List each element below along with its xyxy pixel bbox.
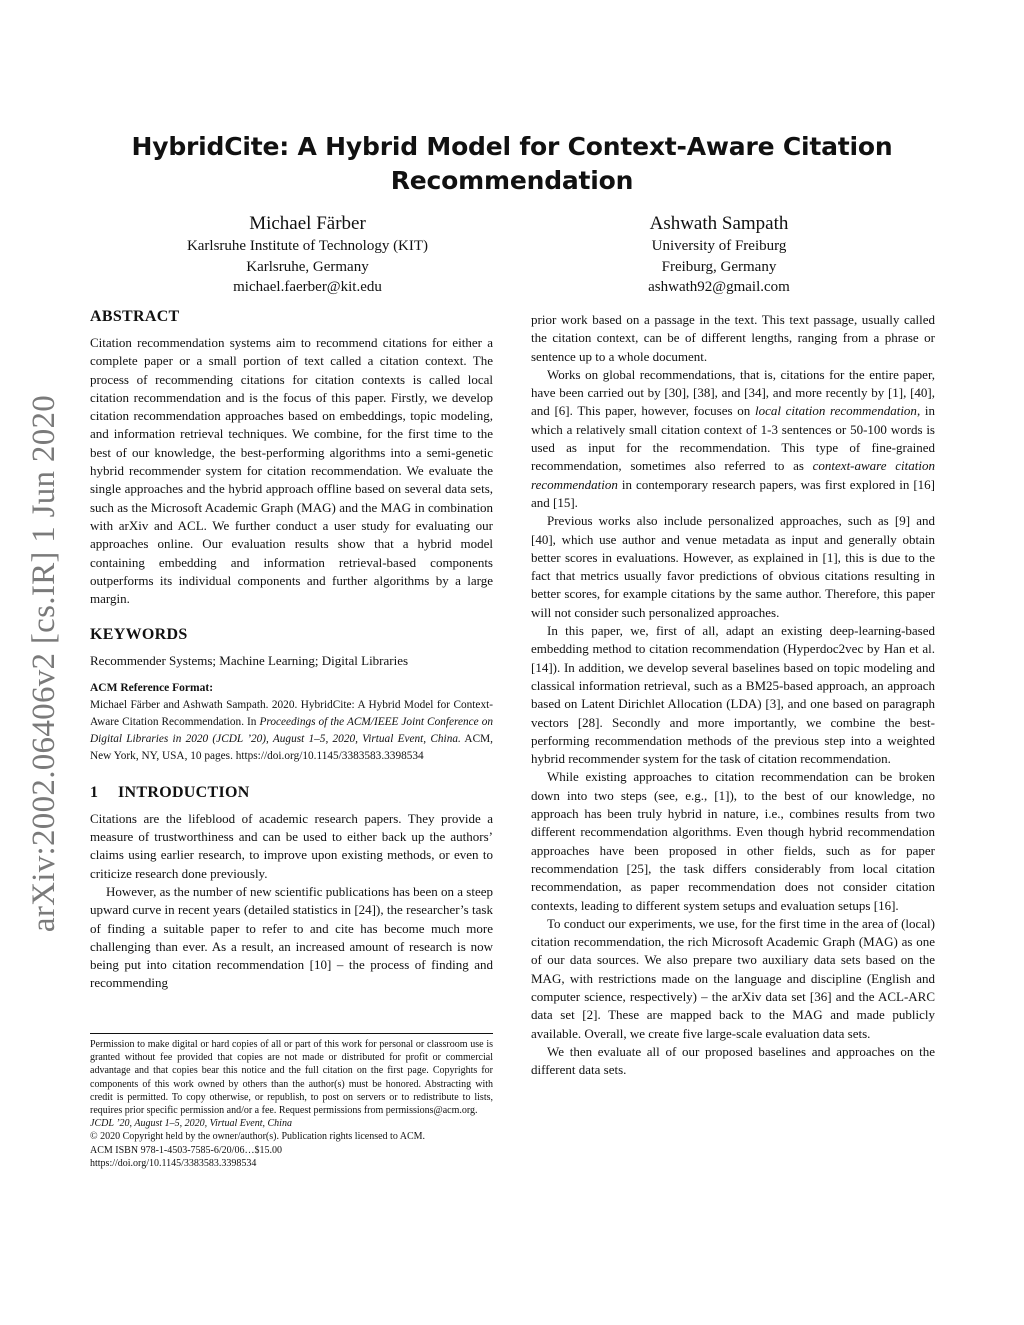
right-paragraph-7: We then evaluate all of our proposed baselines and approaches on the different data sets. <box>531 1043 935 1078</box>
author-affiliation: Karlsruhe Institute of Technology (KIT) <box>186 238 429 254</box>
right-paragraph-5: While existing approaches to citation recommendation can be broken down into two steps (see, e.g., [1]), to the best of our knowledge, no approach has been truly hybrid in nature, i.e., combines results from two different recommendation algorithms. Even though hybrid recommendation approaches have been proposed in other fields, such as for paper recommendation [25], the task differs considerably from local citation recommendation, as paper recommendation does not consider citation contexts, leading to different system setups and evaluation setups [16]. <box>531 769 935 913</box>
p2-text-a: Works on global recommendations, that is, citations for the entire paper, have been carried out by [30], [38], and [34], and more recently by [1], [40], and [6]. This paper, however, focuses on <box>531 366 935 419</box>
reference-format-text <box>90 697 493 765</box>
copyright-line: © 2020 Copyright held by the owner/author(s). Publication rights licensed to ACM. <box>90 1131 426 1143</box>
author-location: Freiburg, Germany <box>661 258 777 275</box>
section-title: INTRODUCTION <box>118 783 250 801</box>
venue-line: JCDL ’20, August 1–5, 2020, Virtual Event, China <box>90 1118 292 1130</box>
reference-plain-2: ACM, New York, NY, USA, 10 pages. https://doi.org/10.1145/3383583.3398534 <box>90 732 493 762</box>
arxiv-identifier-text: arXiv:2002.06406v2 [cs.IR] 1 Jun 2020 <box>26 394 63 932</box>
section-number: 1 <box>90 783 99 801</box>
author-name: Ashwath Sampath <box>649 213 789 234</box>
intro-paragraph-2: However, as the number of new scientific publications has been on a steep upward curve in recent years (detailed statistics in [24]), the researcher’s task of finding a suitable paper to refer to and cite has become much more challenging than ever. As a result, an increased amount of research is now being put into citation recommendation [10] – the process of finding and recommending <box>90 883 493 991</box>
author-location: Karlsruhe, Germany <box>246 258 369 275</box>
reference-plain-1: Michael Färber and Ashwath Sampath. 2020. HybridCite: A Hybrid Model for Context-Aware Citation Recommendation. In <box>90 698 493 728</box>
copyright-footnote <box>90 1033 493 1170</box>
author-block-2 <box>560 212 878 298</box>
left-column <box>90 306 493 993</box>
permission-notice: Permission to make digital or hard copies of all or part of this work for personal or classroom use is granted without fee provided that copies are not made or distributed for profit or commercial advantage and that copies bear this notice and the full citation on the first page. Copyrights for components of this work owned by others than the author(s) must be honored. Abstracting with credit is permitted. To copy otherwise, or republish, to post on servers or to redistribute to lists, requires prior specific permission and/or a fee. Request permissions from permissions@acm.org. <box>90 1039 493 1117</box>
keywords-heading: KEYWORDS <box>90 626 188 644</box>
intro-paragraph-1: Citations are the lifeblood of academic research papers. They provide a measure of trustworthiness and can be used to either back up the authors’ claims using earlier research, to improve upon existing methods, or even to criticize research done previously. <box>90 810 493 881</box>
p2-emphasis-context-aware: context-aware citation recommendation <box>531 458 935 492</box>
reference-proceedings: Proceedings of the ACM/IEEE Joint Conference on Digital Libraries in 2020 (JCDL ’20), August 1–5, 2020, Virtual Event, China. <box>90 715 493 745</box>
doi-line[interactable]: https://doi.org/10.1145/3383583.3398534 <box>90 1157 257 1169</box>
paper-title: HybridCite: A Hybrid Model for Context-Aware Citation Recommendation <box>131 132 893 195</box>
p2-text-c: in contemporary research papers, was first explored in [16] and [15]. <box>531 476 935 510</box>
right-paragraph-2 <box>531 366 935 512</box>
author-email[interactable]: michael.faerber@kit.edu <box>233 279 382 295</box>
p2-text-b: , in which a relatively small citation context of 1-3 sentences or 50-100 words is used as input for the recommendation. This type of fine-grained recommendation, sometimes also referred to as <box>531 403 935 474</box>
right-paragraph-3: Previous works also include personalized approaches, such as [9] and [40], which use author and venue metadata as input and generally obtain better scores in evaluations. However, as explained in [1], this is due to the fact that metrics usually favor predictions of obvious citations resulting in better scores, for example citations by the same author. Therefore, this paper will not consider such personalized approaches. <box>531 513 935 620</box>
introduction-heading <box>90 782 493 804</box>
author-block-1 <box>150 212 465 298</box>
right-paragraph-1: prior work based on a passage in the text. This text passage, usually called the citation context, can be of different lengths, ranging from a phrase or sentence up to a whole document. <box>531 312 935 364</box>
abstract-heading: ABSTRACT <box>90 308 180 325</box>
author-name: Michael Färber <box>249 213 366 234</box>
reference-format-heading: ACM Reference Format: <box>90 681 214 694</box>
author-affiliation: University of Freiburg <box>651 238 787 254</box>
right-paragraph-4: In this paper, we, first of all, adapt an existing deep-learning-based embedding method to citation recommendation (Hyperdoc2vec by Han et al. [14]). In addition, we develop several baselines based on topic modeling and classical information retrieval, such as a BM25-based approach, an approach based on Latent Dirichlet Allocation (LDA) [3], and one based on paragraph vectors [28]. Secondly and more importantly, we combine the best-performing recommendation methods of the previous step into a weighted hybrid recommender system for the task of citation recommendation. <box>531 623 935 767</box>
abstract-text: Citation recommendation systems aim to recommend citations for either a complete paper or a small portion of text called a citation context. The process of recommending citations for citation contexts is called local citation recommendation and is the focus of this paper. Firstly, we develop citation recommendation approaches based on embeddings, topic modeling, and information retrieval techniques. We combine, for the first time to the best of our knowledge, the best-performing algorithms into a semi-genetic hybrid recommender system for citation recommendation. We evaluate the single approaches and the hybrid approach offline based on several data sets, such as the Microsoft Academic Graph (MAG) and the MAG in combination with arXiv and ACL. We further conduct a user study for evaluating our approaches online. Our evaluation results show that a hybrid model containing embedding and information retrieval-based components outperforms its individual components and further algorithms by a large margin. <box>90 335 493 607</box>
arxiv-identifier <box>26 377 64 949</box>
p2-emphasis-local: local citation recommendation <box>754 403 917 419</box>
keywords-text: Recommender Systems; Machine Learning; Digital Libraries <box>90 653 409 669</box>
author-email[interactable]: ashwath92@gmail.com <box>648 279 790 295</box>
right-paragraph-6: To conduct our experiments, we use, for the first time in the area of (local) citation recommendation, the rich Microsoft Academic Graph (MAG) as one of our data sources. We also prepare two auxiliary data sets based on the MAG, with restrictions made on the language and discipline (English and computer science, respectively) – the arXiv data set [36] and the ACL-ARC data set [2]. These are mapped back to the MAG and made publicly available. Overall, we create five large-scale evaluation data sets. <box>531 915 935 1041</box>
right-column <box>531 311 935 1079</box>
isbn-line: ACM ISBN 978-1-4503-7585-6/20/06…$15.00 <box>90 1144 282 1156</box>
